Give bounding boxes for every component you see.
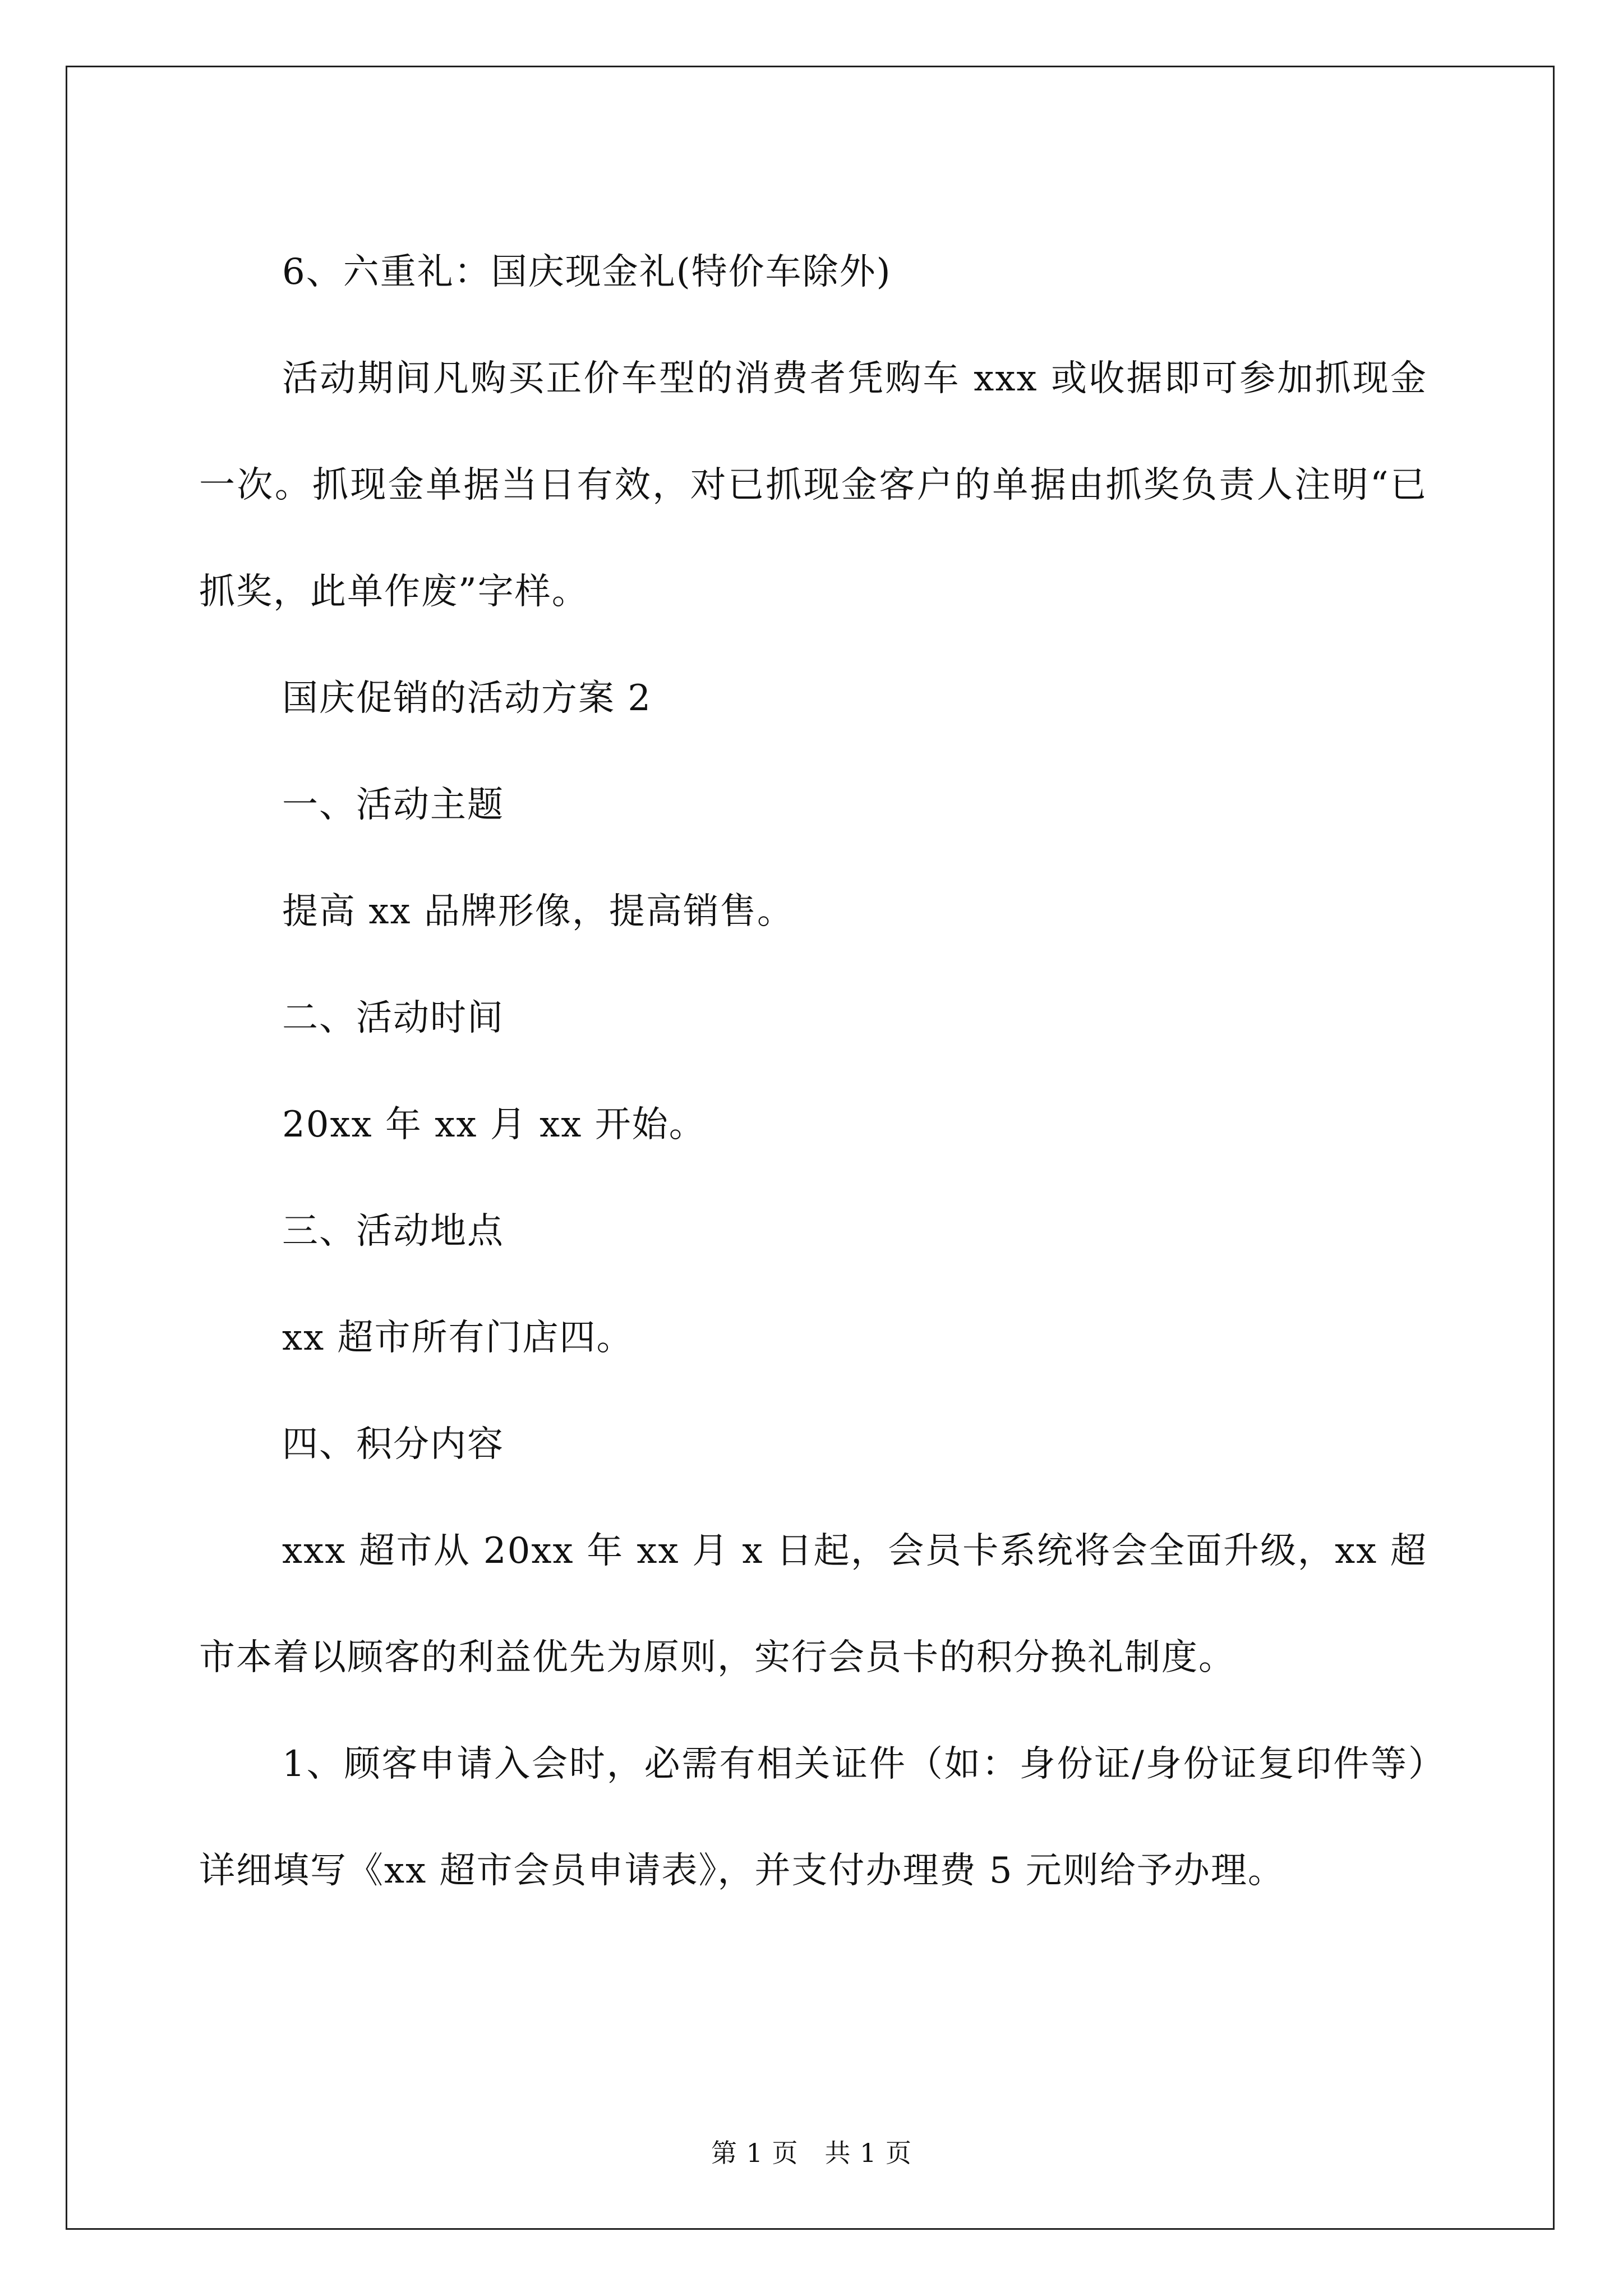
paragraph-theme: 提高 xx 品牌形像，提高销售。 [282,891,794,932]
paragraph-prize-six: 6、六重礼：国庆现金礼(特价车除外) [282,251,892,293]
paragraph-points-upgrade: xxx 超市从 20xx 年 xx 月 x 日起，会员卡系统将会全面升级，xx 超市本着以顾客的利益优先为原则，实行会员卡的积分换礼制度。 [199,1530,1427,1678]
section-title-plan-2: 国庆促销的活动方案 2 [282,678,652,719]
document-body [199,219,1427,1924]
paragraph-location: xx 超市所有门店四。 [282,1317,634,1359]
paragraph-membership-application: 1、顾客申请入会时，必需有相关证件（如：身份证/身份证复印件等）详细填写《xx 超市会员申请表》，并支付办理费 5 元则给予办理。 [199,1743,1427,1892]
paragraph-time: 20xx 年 xx 月 xx 开始。 [282,1104,706,1145]
page-footer: 第 1 页 共 1 页 [711,2138,912,2168]
paragraph-cash-draw: 活动期间凡购买正价车型的消费者凭购车 xxx 或收据即可参加抓现金一次。抓现金单据当日有效，对已抓现金客户的单据由抓奖负责人注明“已抓奖，此单作废”字样。 [199,358,1427,613]
heading-activity-location: 三、活动地点 [282,1211,504,1252]
heading-activity-time: 二、活动时间 [282,997,504,1039]
heading-activity-theme: 一、活动主题 [282,784,504,826]
heading-points-content: 四、积分内容 [282,1424,504,1465]
